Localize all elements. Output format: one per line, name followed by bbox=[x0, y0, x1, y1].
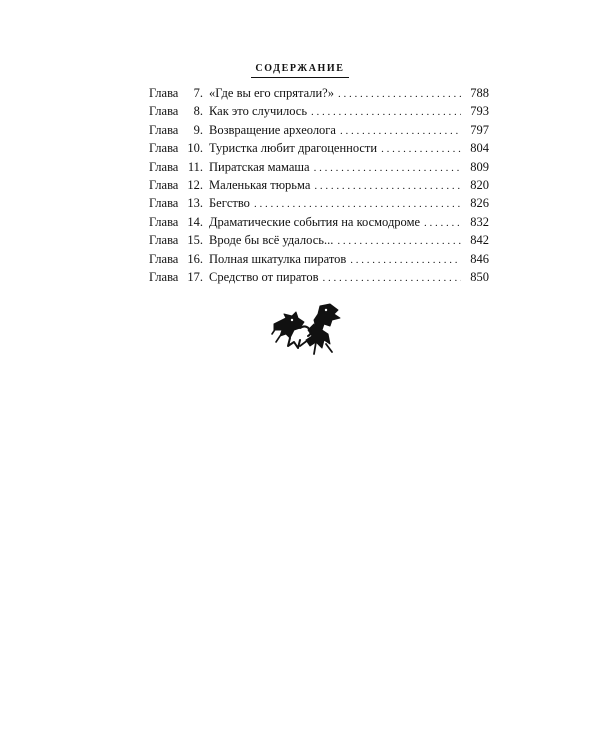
chapter-title: Пиратская мамаша bbox=[209, 159, 310, 174]
chapter-word: Глава bbox=[149, 159, 179, 174]
chapter-title: Бегство bbox=[209, 196, 250, 211]
dot-leader bbox=[424, 215, 461, 232]
dot-leader bbox=[338, 86, 461, 103]
chapter-title: Маленькая тюрьма bbox=[209, 178, 311, 193]
chapter-title: «Где вы его спрятали?» bbox=[209, 86, 334, 100]
chapter-title: Туристка любит драгоценности bbox=[209, 141, 378, 156]
page-number: 793 bbox=[470, 104, 489, 119]
chapter-number: 9. bbox=[193, 122, 203, 137]
toc-entry[interactable] bbox=[149, 103, 489, 121]
page-number: 809 bbox=[470, 159, 489, 174]
chapter-number: 8. bbox=[193, 104, 203, 119]
toc-entry[interactable] bbox=[149, 159, 489, 177]
page-number: 832 bbox=[470, 214, 489, 229]
chapter-word: Глава bbox=[149, 270, 179, 285]
chapter-title: Как это случилось bbox=[209, 104, 308, 119]
toc-entry[interactable] bbox=[149, 269, 489, 287]
dot-leader bbox=[381, 141, 461, 158]
chapter-number: 14. bbox=[187, 214, 203, 229]
toc-entry[interactable] bbox=[149, 214, 489, 232]
dot-leader bbox=[254, 196, 461, 213]
chapter-word: Глава bbox=[149, 178, 179, 193]
page-number: 788 bbox=[470, 86, 489, 100]
dot-leader bbox=[337, 233, 461, 250]
page-number: 826 bbox=[470, 196, 489, 211]
chapter-title: Средство от пиратов bbox=[209, 270, 319, 285]
page-number: 846 bbox=[470, 251, 489, 266]
dot-leader bbox=[314, 178, 461, 195]
dot-leader bbox=[311, 104, 461, 121]
chapter-title: Полная шкатулка пиратов bbox=[209, 251, 347, 266]
toc-entry[interactable] bbox=[149, 140, 489, 158]
toc-entry[interactable] bbox=[149, 122, 489, 140]
page-number: 820 bbox=[470, 178, 489, 193]
chapter-number: 12. bbox=[187, 178, 203, 193]
chapter-title: Возвращение археолога bbox=[209, 122, 336, 137]
chapter-word: Глава bbox=[149, 233, 179, 248]
chapter-number: 17. bbox=[187, 270, 203, 285]
toc-entry[interactable] bbox=[149, 177, 489, 195]
chapter-title: Драматические события на космодроме bbox=[209, 214, 421, 229]
page-number: 842 bbox=[470, 233, 489, 248]
chapter-number: 7. bbox=[193, 86, 203, 100]
toc-entry[interactable] bbox=[149, 195, 489, 213]
toc-entry[interactable] bbox=[149, 85, 489, 103]
chapter-word: Глава bbox=[149, 196, 179, 211]
page-number: 804 bbox=[470, 141, 489, 156]
page-number: 850 bbox=[470, 270, 489, 285]
chapter-number: 15. bbox=[187, 233, 203, 248]
chapter-title: Вроде бы всё удалось... bbox=[209, 233, 334, 248]
chapter-word: Глава bbox=[149, 141, 179, 156]
dot-leader bbox=[323, 270, 461, 287]
dot-leader bbox=[340, 123, 461, 140]
chapter-word: Глава bbox=[149, 251, 179, 266]
toc-entry[interactable] bbox=[149, 232, 489, 250]
dot-leader bbox=[350, 252, 461, 269]
chapter-word: Глава bbox=[149, 214, 179, 229]
toc-entry[interactable] bbox=[149, 251, 489, 269]
chapter-word: Глава bbox=[149, 122, 179, 137]
page-header bbox=[0, 58, 600, 78]
chapter-number: 10. bbox=[187, 141, 203, 156]
chapter-number: 11. bbox=[187, 159, 203, 174]
chapter-word: Глава bbox=[149, 86, 179, 100]
chapter-number: 16. bbox=[187, 251, 203, 266]
table-of-contents bbox=[149, 85, 489, 287]
page-number: 797 bbox=[470, 122, 489, 137]
page-title: СОДЕРЖАНИЕ bbox=[251, 63, 348, 78]
creature-ornament-icon bbox=[270, 300, 350, 360]
dot-leader bbox=[314, 160, 461, 177]
chapter-word: Глава bbox=[149, 104, 179, 119]
chapter-number: 13. bbox=[187, 196, 203, 211]
